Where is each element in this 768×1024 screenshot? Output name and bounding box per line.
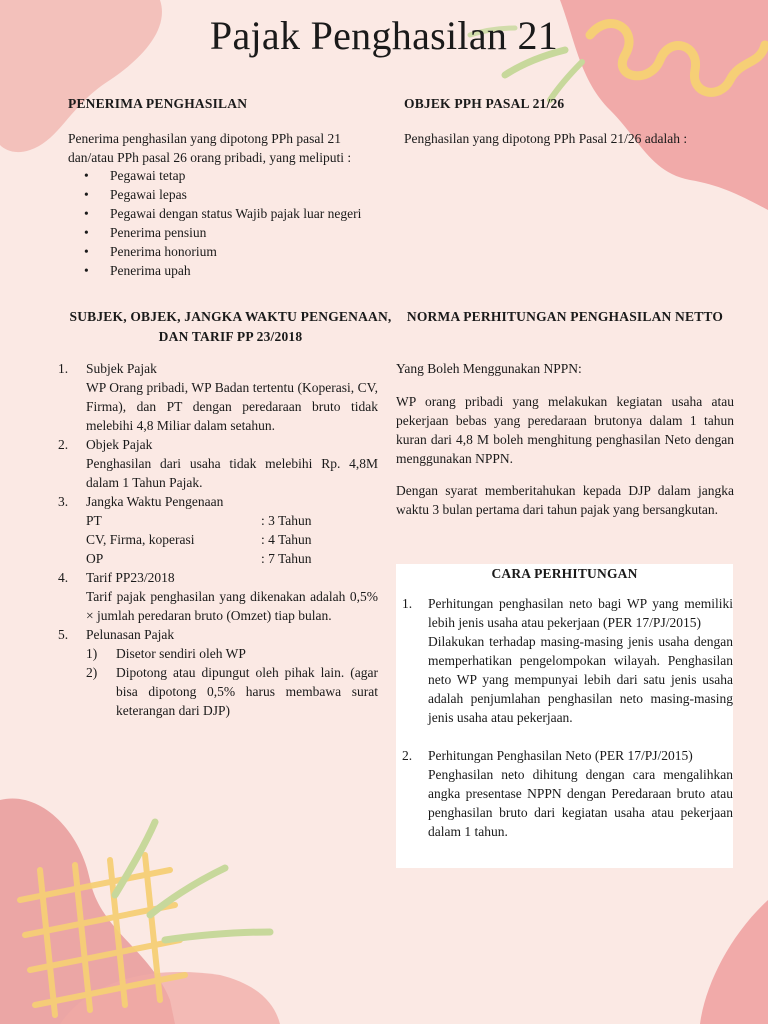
penerima-intro: Penerima penghasilan yang dipotong PPh pasal 21 dan/atau PPh pasal 26 orang pribadi, yang meliputi : bbox=[68, 131, 352, 165]
item-body: Tarif pajak penghasilan yang dikenakan adalah 0,5% × jumlah peredaran bruto (Omzet) tiap bulan. bbox=[86, 589, 378, 623]
sub-item: 2) Dipotong atau dipungut oleh pihak lain. (agar bisa dipotong 0,5% harus membawa surat keterangan dari DJP) bbox=[86, 665, 378, 718]
penerima-list bbox=[68, 166, 398, 280]
list-item: 3. Jangka Waktu Pengenaan PT : 3 Tahun CV, Firma, koperasi : 4 Tahun OP : 7 Tahun bbox=[58, 492, 378, 568]
item-body: Penghasilan neto dihitung dengan cara mengalihkan angka presentase NPPN dengan Peredaraan bruto atau penghasilan bruto dari kegiatan usaha atau pekerjaan dalam 1 tahun. bbox=[428, 767, 733, 839]
list-item: • Penerima upah bbox=[84, 263, 191, 278]
item-title: Pelunasan Pajak bbox=[86, 627, 175, 642]
item-title: Perhitungan Penghasilan Neto (PER 17/PJ/2015) bbox=[428, 748, 693, 763]
sub-item: 1) Disetor sendiri oleh WP bbox=[86, 646, 246, 661]
list-item: 1. Perhitungan penghasilan neto bagi WP yang memiliki lebih jenis usaha atau pekerjaan (PER 17/PJ/2015) Dilakukan terhadap masing-masing jenis usaha dengan memperhatikan pengelompokan wilayah. Penghasilan neto WP yang mempunyai lebih dari satu jenis usaha adalah penjumlahan penghasilan neto masing-masing jenis usaha atau pekerjaan. bbox=[402, 596, 733, 725]
objek-heading: OBJEK PPH PASAL 21/26 bbox=[404, 96, 565, 111]
tab-row: PT : 3 Tahun bbox=[86, 513, 312, 528]
page-title: Pajak Penghasilan 21 bbox=[209, 13, 559, 58]
norma-heading: NORMA PERHITUNGAN PENGHASILAN NETTO bbox=[406, 309, 724, 324]
list-item: • Pegawai dengan status Wajib pajak luar negeri bbox=[84, 206, 362, 221]
list-item: 5. Pelunasan Pajak 1) Disetor sendiri oleh WP 2) Dipotong atau dipungut oleh pihak lain. (agar bisa dipotong 0,5% harus membawa surat keterangan dari DJP) bbox=[58, 627, 378, 718]
item-body: Dilakukan terhadap masing-masing jenis usaha dengan memperhatikan pengelompokan wilayah. Penghasilan neto WP yang mempunyai lebih dari satu jenis usaha adalah penjumlahan penghasilan neto masing-masing jenis usaha atau pekerjaan. bbox=[428, 634, 733, 725]
item-title: Subjek Pajak bbox=[86, 361, 157, 376]
norma-p2: WP orang pribadi yang melakukan kegiatan usaha atau pekerjaan bebas yang peredaraan brutonya dalam 1 tahun kuran dari 4,8 M boleh menghitung penghasilan Neto dengan menggunakan NPPN. bbox=[396, 394, 734, 466]
list-item: • Penerima pensiun bbox=[84, 225, 207, 240]
item-body: Penghasilan dari usaha tidak melebihi Rp. 4,8M dalam 1 Tahun Pajak. bbox=[86, 456, 378, 490]
list-item: 2. Perhitungan Penghasilan Neto (PER 17/PJ/2015) Penghasilan neto dihitung dengan cara mengalihkan angka presentase NPPN dengan Peredaraan bruto atau penghasilan bruto dari kegiatan usaha atau pekerjaan dalam 1 tahun. bbox=[402, 748, 733, 839]
subjek-heading: SUBJEK, OBJEK, JANGKA WAKTU PENGENAAN, DAN TARIF PP 23/2018 bbox=[69, 309, 392, 344]
norma-p3: Dengan syarat memberitahukan kepada DJP dalam jangka waktu 3 bulan pertama dari tahun pajak yang bersangkutan. bbox=[396, 483, 734, 517]
list-item: 1. Subjek Pajak WP Orang pribadi, WP Badan tertentu (Koperasi, CV, Firma), dan PT dengan peredaraan bruto tidak melebihi 4,8 Miliar dalam setahun. bbox=[58, 361, 378, 433]
cara-list bbox=[396, 594, 733, 841]
list-item: • Pegawai tetap bbox=[84, 168, 186, 183]
list-item: • Pegawai lepas bbox=[84, 187, 187, 202]
item-title: Tarif PP23/2018 bbox=[86, 570, 175, 585]
list-item: • Penerima honorium bbox=[84, 244, 217, 259]
list-item: 2. Objek Pajak Penghasilan dari usaha tidak melebihi Rp. 4,8M dalam 1 Tahun Pajak. bbox=[58, 437, 378, 490]
item-title: Perhitungan penghasilan neto bagi WP yang memiliki lebih jenis usaha atau pekerjaan (PER 17/PJ/2015) bbox=[428, 596, 733, 630]
norma-p1: Yang Boleh Menggunakan NPPN: bbox=[396, 361, 582, 376]
cara-heading: CARA PERHITUNGAN bbox=[491, 566, 638, 581]
cara-perhitungan-box bbox=[396, 564, 733, 868]
item-title: Jangka Waktu Pengenaan bbox=[86, 494, 224, 509]
penerima-heading: PENERIMA PENGHASILAN bbox=[68, 96, 248, 111]
subjek-list bbox=[58, 359, 378, 720]
tab-row: CV, Firma, koperasi : 4 Tahun bbox=[86, 532, 312, 547]
tab-row: OP : 7 Tahun bbox=[86, 551, 312, 566]
list-item: 4. Tarif PP23/2018 Tarif pajak penghasilan yang dikenakan adalah 0,5% × jumlah peredaran bruto (Omzet) tiap bulan. bbox=[58, 570, 378, 623]
item-title: Objek Pajak bbox=[86, 437, 153, 452]
item-body: WP Orang pribadi, WP Badan tertentu (Koperasi, CV, Firma), dan PT dengan peredaraan bruto tidak melebihi 4,8 Miliar dalam setahun. bbox=[86, 380, 378, 433]
objek-text: Penghasilan yang dipotong PPh Pasal 21/26 adalah : bbox=[404, 131, 688, 146]
